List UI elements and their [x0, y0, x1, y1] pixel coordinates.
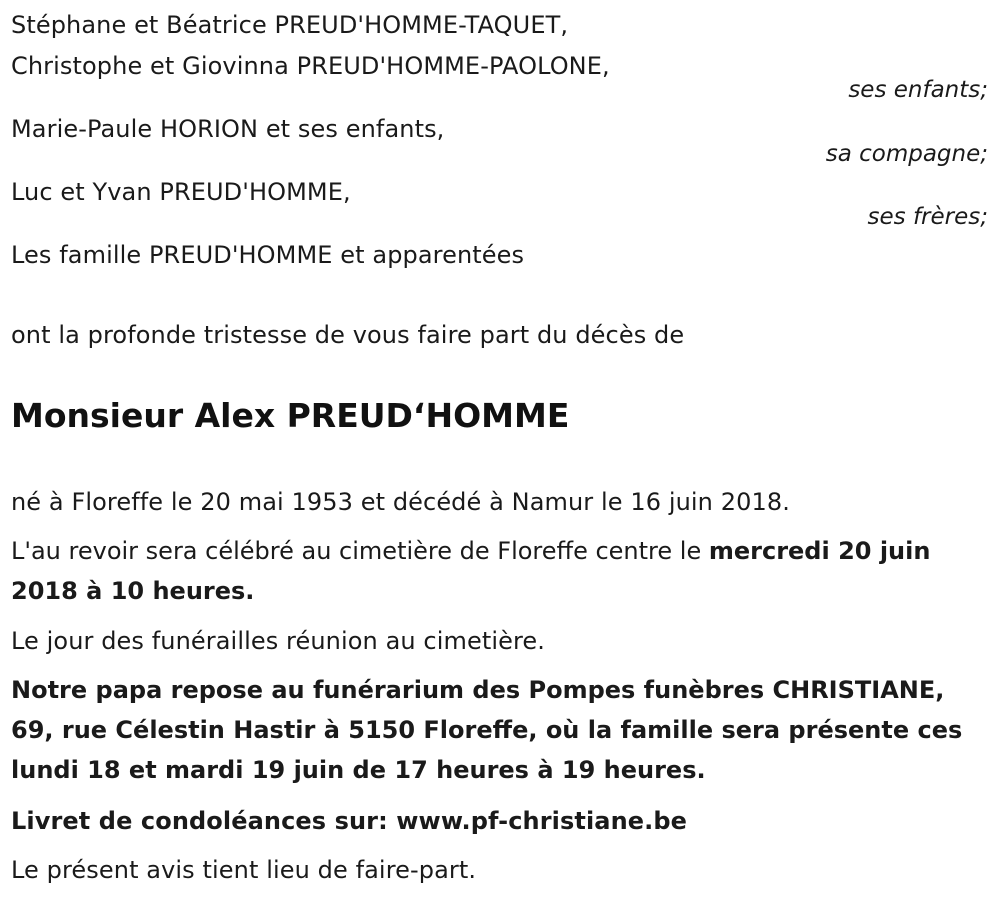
role-companion: sa compagne; — [825, 141, 988, 167]
family-line-companion: Marie-Paule HORION et ses enfants, — [11, 115, 445, 143]
family-line-brothers: Luc et Yvan PREUD'HOMME, — [11, 178, 351, 206]
family-line-relatives: Les famille PREUD'HOMME et apparentées — [11, 241, 525, 269]
announcement-text: ont la profonde tristesse de vous faire part du décès de — [11, 321, 685, 349]
ceremony-text: L'au revoir sera célébré au cimetière de Floreffe centre le — [11, 537, 709, 565]
birth-death-line: né à Floreffe le 20 mai 1953 et décédé à Namur le 16 juin 2018. — [11, 488, 790, 516]
condolences-line: Livret de condoléances sur: www.pf-christiane.be — [11, 807, 688, 835]
deceased-name: Monsieur Alex PREUD‘HOMME — [11, 396, 570, 435]
family-line-children-1: Stéphane et Béatrice PREUD'HOMME-TAQUET, — [11, 11, 569, 39]
family-line-children-2: Christophe et Giovinna PREUD'HOMME-PAOLONE, — [11, 52, 610, 80]
role-children: ses enfants; — [848, 77, 988, 103]
ceremony-date: mercredi 20 juin 2018 à 10 heures. — [11, 537, 931, 605]
funerarium-paragraph: Notre papa repose au funérarium des Pompes funèbres CHRISTIANE, 69, rue Célestin Hastir à 5150 Floreffe, où la famille sera présente ces lundi 18 et mardi 19 juin de 17 heures à 19 heures. — [11, 676, 963, 784]
role-brothers: ses frères; — [867, 204, 988, 230]
reunion-line: Le jour des funérailles réunion au cimetière. — [11, 627, 545, 655]
ceremony-paragraph — [11, 531, 986, 611]
notice-line: Le présent avis tient lieu de faire-part. — [11, 856, 477, 884]
